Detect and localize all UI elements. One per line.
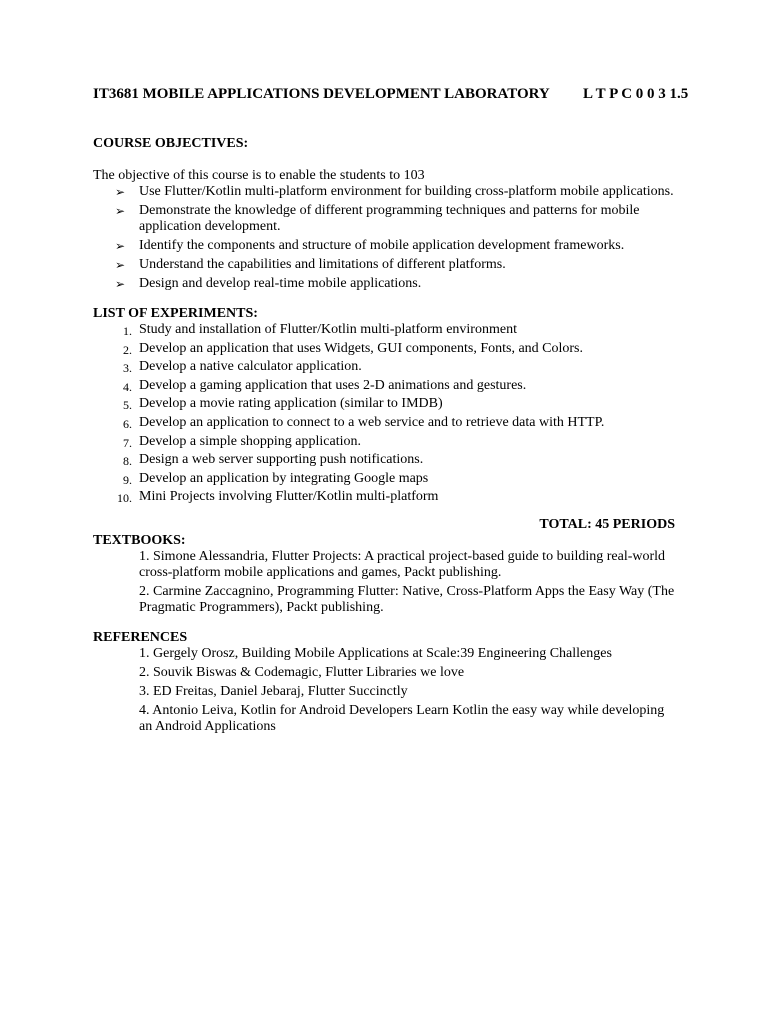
list-item: [93, 203, 695, 235]
experiment-text: Develop a native calculator application.: [139, 359, 362, 375]
experiment-number: 7.: [123, 435, 132, 450]
list-item: [93, 341, 695, 357]
experiment-text: Develop an application to connect to a web service and to retrieve data with HTTP.: [139, 414, 605, 430]
list-item: 4. Antonio Leiva, Kotlin for Android Developers Learn Kotlin the easy way while developing an Android Applications: [139, 703, 665, 735]
experiments-list: [93, 322, 695, 505]
list-item: 1. Simone Alessandria, Flutter Projects: A practical project-based guide to building real-world cross-platform mobile applications and games, Packt publishing.: [139, 549, 666, 581]
experiment-number: 3.: [123, 361, 132, 376]
references-list: [93, 646, 695, 735]
list-item: [93, 359, 695, 375]
objective-text: Understand the capabilities and limitations of different platforms.: [139, 257, 506, 272]
experiment-number: 9.: [123, 472, 132, 487]
list-item: [93, 378, 695, 394]
experiment-text: Develop an application that uses Widgets, GUI components, Fonts, and Colors.: [139, 340, 584, 356]
objective-text: Design and develop real-time mobile applications.: [139, 276, 422, 291]
objectives-intro: The objective of this course is to enable the students to 103: [93, 168, 425, 183]
objectives-heading: COURSE OBJECTIVES:: [93, 136, 249, 151]
experiment-number: 2.: [123, 342, 132, 357]
list-item: [93, 322, 695, 338]
arrow-bullet-icon: ➢: [115, 204, 126, 218]
objectives-list: [93, 184, 695, 292]
list-item: [93, 471, 695, 487]
experiment-text: Design a web server supporting push notifications.: [139, 452, 424, 468]
list-item: [93, 396, 695, 412]
objective-text: Identify the components and structure of mobile application development frameworks.: [139, 238, 625, 253]
list-item: 1. Gergely Orosz, Building Mobile Applications at Scale:39 Engineering Challenges: [139, 646, 612, 662]
experiment-text: Develop a simple shopping application.: [139, 433, 362, 449]
syllabus-page: [93, 86, 695, 738]
experiment-text: Develop a gaming application that uses 2-D animations and gestures.: [139, 377, 527, 393]
experiment-number: 1.: [123, 324, 132, 338]
experiment-text: Develop an application by integrating Google maps: [139, 470, 429, 486]
experiment-number: 5.: [123, 398, 132, 413]
list-item: [93, 415, 695, 431]
list-item: [93, 257, 695, 273]
textbooks-heading: TEXTBOOKS:: [93, 533, 186, 549]
list-item: [93, 489, 695, 505]
list-item: [93, 452, 695, 468]
experiment-number: 4.: [123, 379, 132, 394]
list-item: [93, 238, 695, 254]
experiment-number: 6.: [123, 416, 132, 431]
experiment-number: 10.: [117, 491, 132, 506]
course-header: [93, 86, 695, 106]
experiments-heading: LIST OF EXPERIMENTS:: [93, 306, 258, 321]
arrow-bullet-icon: ➢: [115, 185, 126, 199]
total-periods: TOTAL: 45 PERIODS: [539, 517, 675, 533]
list-item: 2. Souvik Biswas & Codemagic, Flutter Libraries we love: [139, 665, 465, 681]
arrow-bullet-icon: ➢: [115, 258, 126, 272]
textbooks-list: [93, 549, 695, 616]
list-item: 3. ED Freitas, Daniel Jebaraj, Flutter Succinctly: [139, 684, 408, 700]
experiment-text: Mini Projects involving Flutter/Kotlin multi-platform: [139, 489, 439, 505]
experiment-text: Study and installation of Flutter/Kotlin multi-platform environment: [139, 322, 517, 337]
arrow-bullet-icon: ➢: [115, 277, 126, 291]
list-item: [93, 184, 695, 200]
ltpc-credits: L T P C 0 0 3 1.5: [583, 86, 689, 102]
list-item: 2. Carmine Zaccagnino, Programming Flutter: Native, Cross-Platform Apps the Easy Way (The Pragmatic Programmers), Packt publishing.: [139, 584, 675, 616]
experiment-number: 8.: [123, 454, 132, 469]
references-heading: REFERENCES: [93, 630, 188, 646]
list-item: [93, 434, 695, 450]
list-item: [93, 276, 695, 292]
experiment-text: Develop a movie rating application (similar to IMDB): [139, 396, 443, 412]
arrow-bullet-icon: ➢: [115, 239, 126, 253]
objective-text: Use Flutter/Kotlin multi-platform environment for building cross-platform mobile applications.: [139, 184, 674, 199]
course-title: IT3681 MOBILE APPLICATIONS DEVELOPMENT LABORATORY: [93, 86, 550, 102]
objective-text: Demonstrate the knowledge of different programming techniques and patterns for mobile application development.: [139, 203, 640, 234]
